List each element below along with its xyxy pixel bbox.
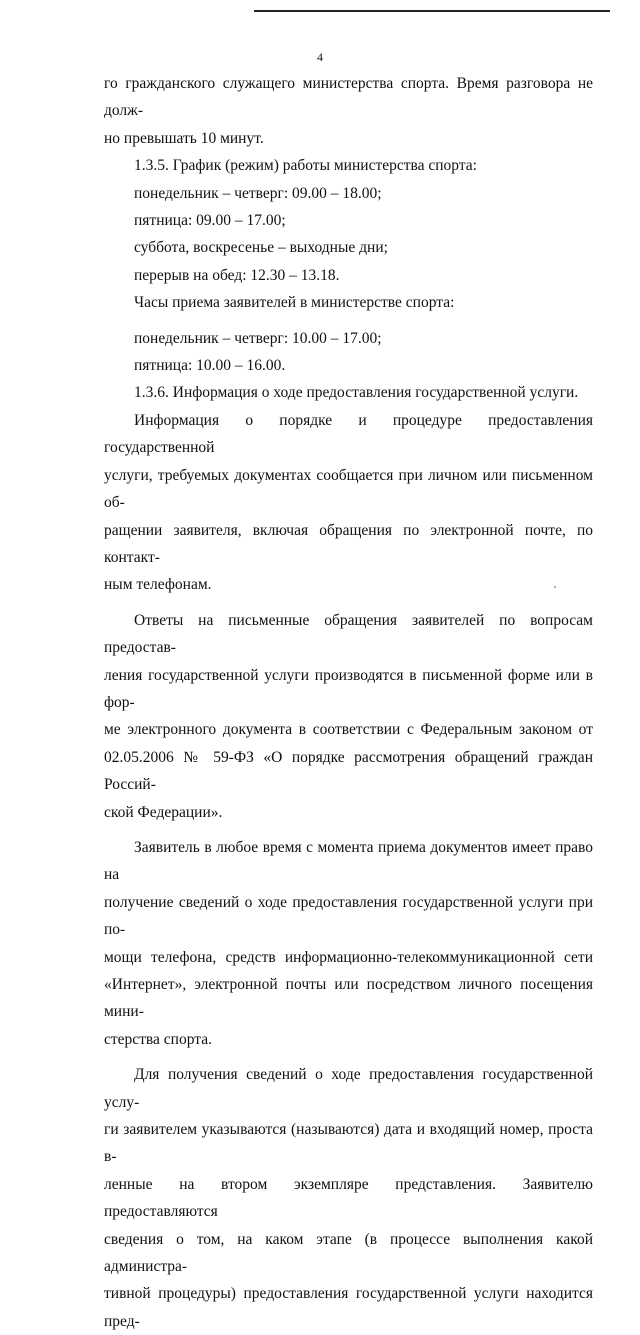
text-line: ской Федерации».	[104, 803, 223, 821]
text-line: Часы приема заявителей в министерстве спорта:	[134, 294, 455, 312]
text-line: но превышать 10 минут.	[104, 129, 264, 147]
text-line: 1.3.5. График (режим) работы министерства спорта:	[134, 157, 477, 175]
text-line: ленные на втором экземпляре представления. Заявителю предоставляются	[104, 1175, 593, 1221]
text-line: ращении заявителя, включая обращения по электронной почте, по контакт-	[104, 521, 593, 566]
text-line: тивной процедуры) предоставления государственной услуги находится пред-	[104, 1285, 593, 1330]
document-body	[104, 70, 593, 1335]
text-line: ным телефонам.	[104, 576, 212, 594]
text-line: «Интернет», электронной почты или посредством личного посещения мини-	[104, 976, 593, 1021]
text-line: Для получения сведений о ходе предоставления государственной услу-	[104, 1066, 593, 1111]
text-line: 02.05.2006 № 59-ФЗ «О порядке рассмотрения обращений граждан Россий-	[104, 748, 593, 794]
text-line: получение сведений о ходе предоставления государственной услуги при по-	[104, 893, 593, 939]
text-line: пятница: 10.00 – 16.00.	[134, 357, 286, 375]
text-line: мощи телефона, средств информационно-телекоммуникационной сети	[104, 948, 593, 966]
text-line: ги заявителем указываются (называются) дата и входящий номер, проста в-	[104, 1121, 593, 1166]
text-line: го гражданского служащего министерства спорта. Время разговора не долж-	[104, 75, 593, 120]
text-line: Ответы на письменные обращения заявителей по вопросам предостав-	[104, 611, 593, 657]
text-line: перерыв на обед: 12.30 – 13.18.	[134, 266, 340, 284]
text-line: сведения о том, на каком этапе (в процессе выполнения какой администра-	[104, 1230, 593, 1276]
text-line: стерства спорта.	[104, 1030, 212, 1048]
text-line: понедельник – четверг: 09.00 – 18.00;	[134, 184, 382, 202]
text-line: ме электронного документа в соответствии с Федеральным законом от	[104, 721, 593, 739]
top-rule	[254, 10, 610, 12]
text-line: Заявитель в любое время с момента приема документов имеет право на	[104, 838, 593, 884]
text-line: Информация о порядке и процедуре предоставления государственной	[104, 411, 593, 457]
text-line: суббота, воскресенье – выходные дни;	[134, 239, 388, 257]
text-line: понедельник – четверг: 10.00 – 17.00;	[134, 329, 382, 347]
text-line: 1.3.6. Информация о ходе предоставления государственной услуги.	[134, 384, 579, 402]
text-line: пятница: 09.00 – 17.00;	[134, 212, 286, 230]
scan-speck	[554, 586, 556, 588]
text-line: ления государственной услуги производятся в письменной форме или в фор-	[104, 666, 593, 711]
page-number: 4	[317, 50, 323, 64]
text-line: услуги, требуемых документах сообщается при личном или письменном об-	[104, 466, 593, 512]
